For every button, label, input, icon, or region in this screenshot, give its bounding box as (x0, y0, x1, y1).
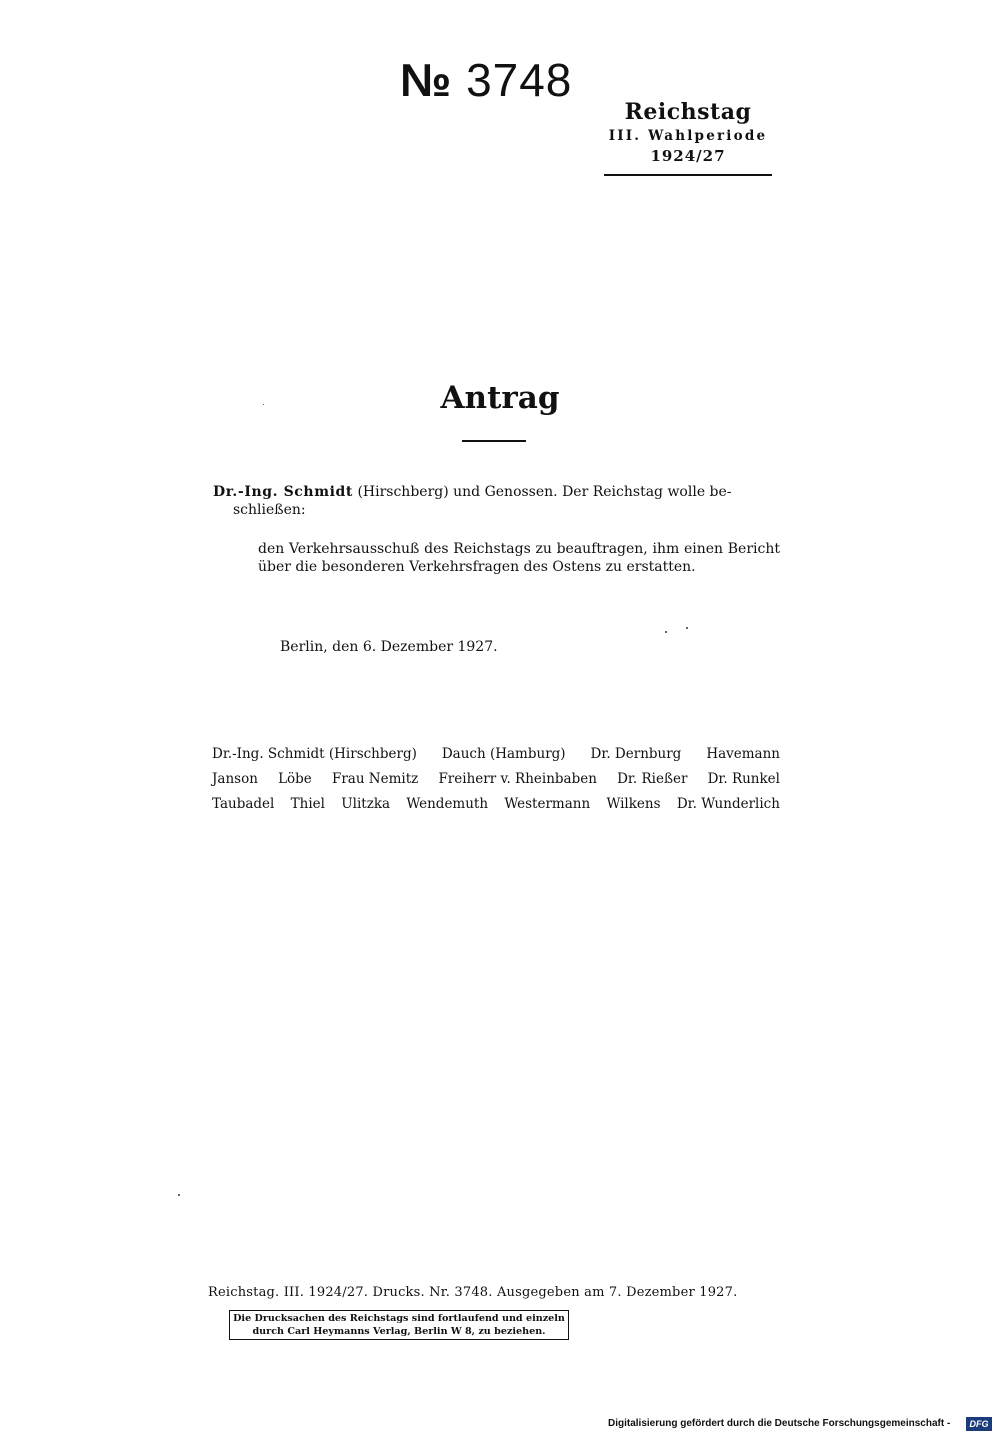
document-title: Antrag (440, 380, 560, 416)
dfg-logo: DFG (966, 1417, 992, 1431)
place-date: Berlin, den 6. Dezember 1927. (280, 639, 498, 655)
scan-speck (263, 404, 264, 405)
scan-speck (686, 627, 688, 629)
scan-speck (178, 1194, 180, 1196)
document-number (400, 52, 572, 108)
signatories (212, 742, 780, 817)
signatory-row-3 (212, 792, 780, 817)
signatory: Havemann (706, 746, 780, 762)
motion-line-2: schließen: (233, 502, 306, 518)
signatory: Dr. Rießer (617, 771, 688, 787)
signatory: Dr.-Ing. Schmidt (Hirschberg) (212, 746, 417, 762)
signatory: Freiherr v. Rheinbaben (438, 771, 597, 787)
document-number-value: 3748 (466, 54, 573, 106)
signatory: Taubadel (212, 796, 275, 812)
signatory: Dr. Dernburg (590, 746, 682, 762)
signatory: Wilkens (606, 796, 661, 812)
signatory: Westermann (504, 796, 591, 812)
reichstag-header (602, 98, 774, 176)
motion-mover: Dr.-Ing. Schmidt (213, 484, 353, 500)
signatory: Dr. Wunderlich (676, 796, 780, 812)
footer-print-info: Reichstag. III. 1924/27. Drucks. Nr. 3748. Ausgegeben am 7. Dezember 1927. (208, 1285, 738, 1300)
signatory-row-1 (212, 742, 780, 767)
signatory: Dr. Runkel (707, 771, 780, 787)
number-sign: № (400, 54, 453, 106)
footer-distribution-box (229, 1310, 569, 1340)
signatory: Thiel (290, 796, 325, 812)
signatory: Janson (212, 771, 258, 787)
digitization-credit: Digitalisierung gefördert durch die Deutsche Forschungsgemeinschaft - (608, 1418, 951, 1429)
footer-box-line-2: durch Carl Heymanns Verlag, Berlin W 8, zu beziehen. (252, 1326, 546, 1337)
header-years: 1924/27 (650, 147, 726, 165)
header-org: Reichstag (624, 99, 752, 125)
motion-resolution: den Verkehrsausschuß des Reichstags zu beauftragen, ihm einen Bericht über die besonderen Verkehrsfragen des Ostens zu erstatten. (258, 541, 780, 575)
motion-paragraph (213, 483, 780, 519)
title-rule (462, 440, 526, 442)
scan-speck (665, 631, 667, 633)
signatory-row-2 (212, 767, 780, 792)
signatory: Dauch (Hamburg) (441, 746, 566, 762)
motion-text: (Hirschberg) und Genossen. Der Reichstag wolle be- (357, 484, 732, 500)
signatory: Ulitzka (341, 796, 391, 812)
motion-line-1 (213, 483, 780, 501)
signatory: Frau Nemitz (331, 771, 419, 787)
signatory: Wendemuth (406, 796, 489, 812)
signatory: Löbe (278, 771, 312, 787)
footer-box-line-1: Die Drucksachen des Reichstags sind fortlaufend und einzeln (233, 1313, 565, 1324)
header-rule (604, 174, 772, 176)
header-period: III. Wahlperiode (608, 128, 768, 144)
